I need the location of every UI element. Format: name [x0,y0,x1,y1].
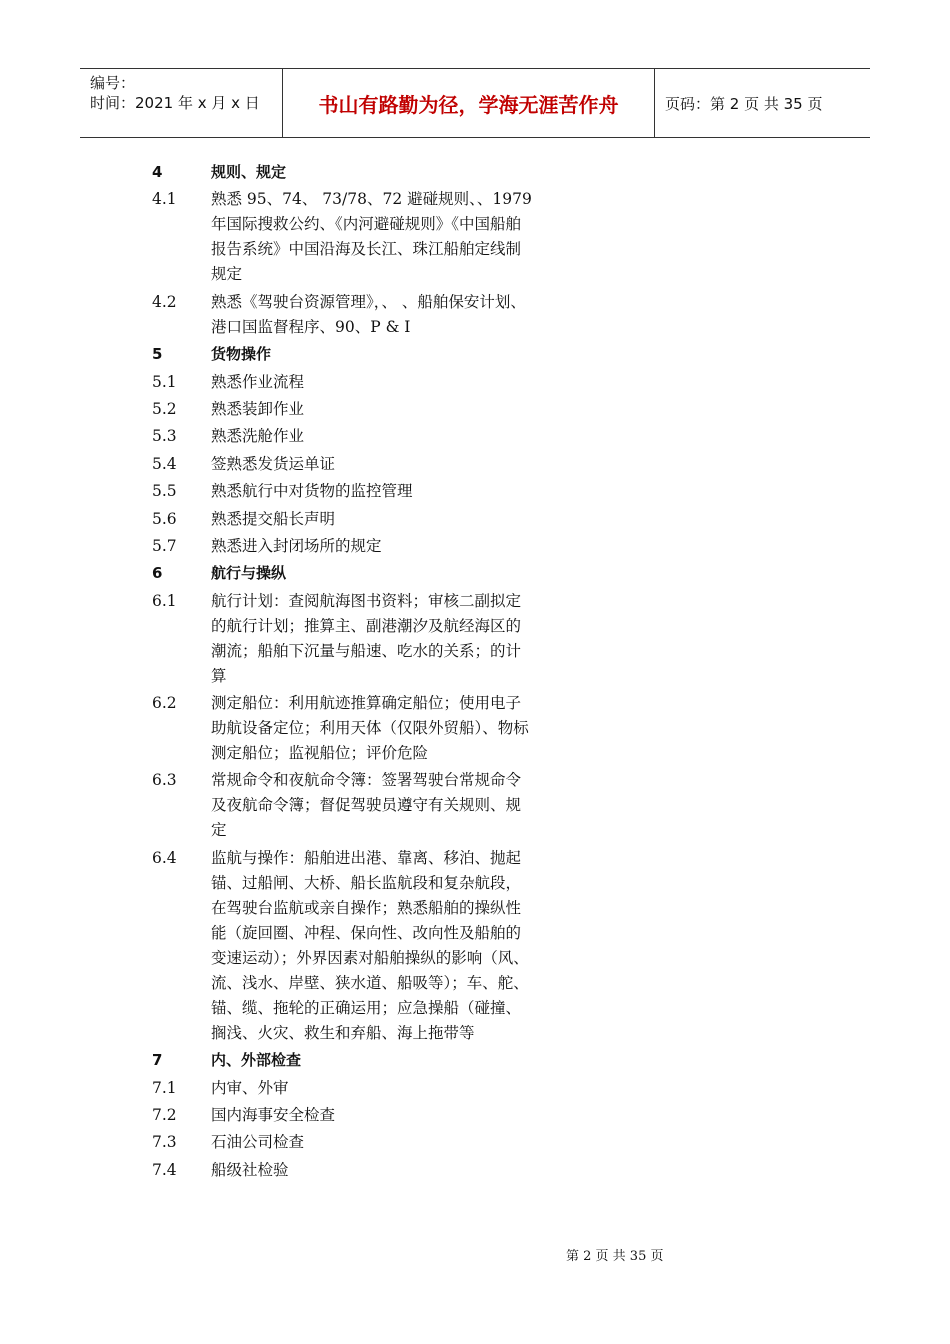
list-item [152,370,532,395]
number-label: 编号： [90,74,136,92]
list-item [152,534,532,559]
item-text: 航行与操纵 [211,564,287,583]
list-item [152,479,532,504]
item-text: 规则、规定 [211,163,287,181]
item-text: 熟悉进入封闭场所的规定 [211,536,382,555]
item-text: 船级社检验 [211,1160,289,1179]
header-page-label: 页码：第 2 页 共 35 页 [665,94,823,113]
header-left-cell [80,69,282,137]
list-item [152,290,532,340]
list-item [152,589,532,689]
time-label: 时间：2021 年 x 月 x 日 [90,94,260,112]
item-number: 4 [152,163,163,181]
item-number: 7.1 [152,1078,177,1097]
item-text: 监航与操作：船舶进出港、靠离、移泊、抛起锚、过船闸、大桥、船长监航段和复杂航段，在驾驶台监航或亲自操作；熟悉船舶的操纵性能（旋回圈、冲程、保向性、改向性及船舶的变速运动）；外界因素对船舶操纵的影响（风、流、浅水、岸壁、狭水道、船吸等）；车、舵、锚、缆、拖轮的正确运用；应急操船（碰撞、搁浅、火灾、救生和弃船、海上拖带等 [211,848,529,1042]
footer-page-number: 第 2 页 共 35 页 [566,1249,664,1264]
item-text: 熟悉洗舱作业 [211,427,305,446]
item-number: 5 [152,345,163,364]
item-text: 熟悉 95、74、 73/78、72 避碰规则、、1979 年国际搜救公约、《内河避碰规则》《中国船舶报告系统》中国沿海及长江、珠江船舶定线制规定 [211,190,532,284]
item-number: 6.1 [152,591,177,610]
list-item [152,1103,532,1128]
list-item [152,846,532,1046]
item-number: 7.4 [152,1160,177,1179]
item-number: 5.3 [152,427,177,446]
list-item [152,424,532,449]
item-number: 5.7 [152,536,177,555]
list-item [152,1076,532,1101]
list-item [152,691,532,766]
item-text: 常规命令和夜航命令簿：签署驾驶台常规命令及夜航命令簿；督促驾驶员遵守有关规则、规定 [211,771,522,840]
item-text: 熟悉提交船长声明 [211,509,336,528]
document-body [152,160,532,1185]
item-number: 4.2 [152,292,177,311]
list-item [152,1158,532,1183]
item-text: 国内海事安全检查 [211,1106,336,1125]
item-text: 熟悉《驾驶台资源管理》，、 、船舶保安计划、港口国监督程序、90、P & I [211,292,526,336]
item-number: 5.2 [152,399,177,418]
section-heading [152,342,532,367]
item-text: 签熟悉发货运单证 [211,454,336,473]
section-heading [152,160,532,185]
item-number: 4.1 [152,190,177,209]
list-item [152,507,532,532]
item-text: 熟悉作业流程 [211,372,305,391]
section-heading [152,561,532,586]
item-number: 6.4 [152,848,177,867]
list-item [152,452,532,477]
item-number: 5.5 [152,482,177,501]
item-number: 6 [152,564,163,583]
item-number: 7.2 [152,1106,177,1125]
item-text: 石油公司检查 [211,1133,305,1152]
page-header [80,68,870,138]
item-number: 5.4 [152,454,177,473]
item-number: 5.1 [152,372,177,391]
item-number: 6.2 [152,694,177,713]
item-text: 货物操作 [211,345,272,364]
item-text: 内、外部检查 [211,1051,302,1070]
list-item [152,1130,532,1155]
item-text: 航行计划：查阅航海图书资料；审核二副拟定的航行计划；推算主、副港潮汐及航经海区的潮流；船舶下沉量与船速、吃水的关系；的计算 [211,591,522,685]
section-heading [152,1048,532,1073]
item-text: 内审、外审 [211,1078,289,1097]
item-number: 5.6 [152,509,177,528]
list-item [152,768,532,843]
list-item [152,187,532,287]
item-text: 熟悉装卸作业 [211,399,305,418]
list-item [152,397,532,422]
item-text: 熟悉航行中对货物的监控管理 [211,482,413,501]
item-number: 7 [152,1051,163,1070]
item-number: 7.3 [152,1133,177,1152]
motto: 书山有路勤为径，学海无涯苦作舟 [282,69,655,137]
item-text: 测定船位：利用航迹推算确定船位；使用电子助航设备定位；利用天体（仅限外贸船）、物标测定船位；监视船位；评价危险 [211,694,529,763]
item-number: 6.3 [152,771,177,790]
